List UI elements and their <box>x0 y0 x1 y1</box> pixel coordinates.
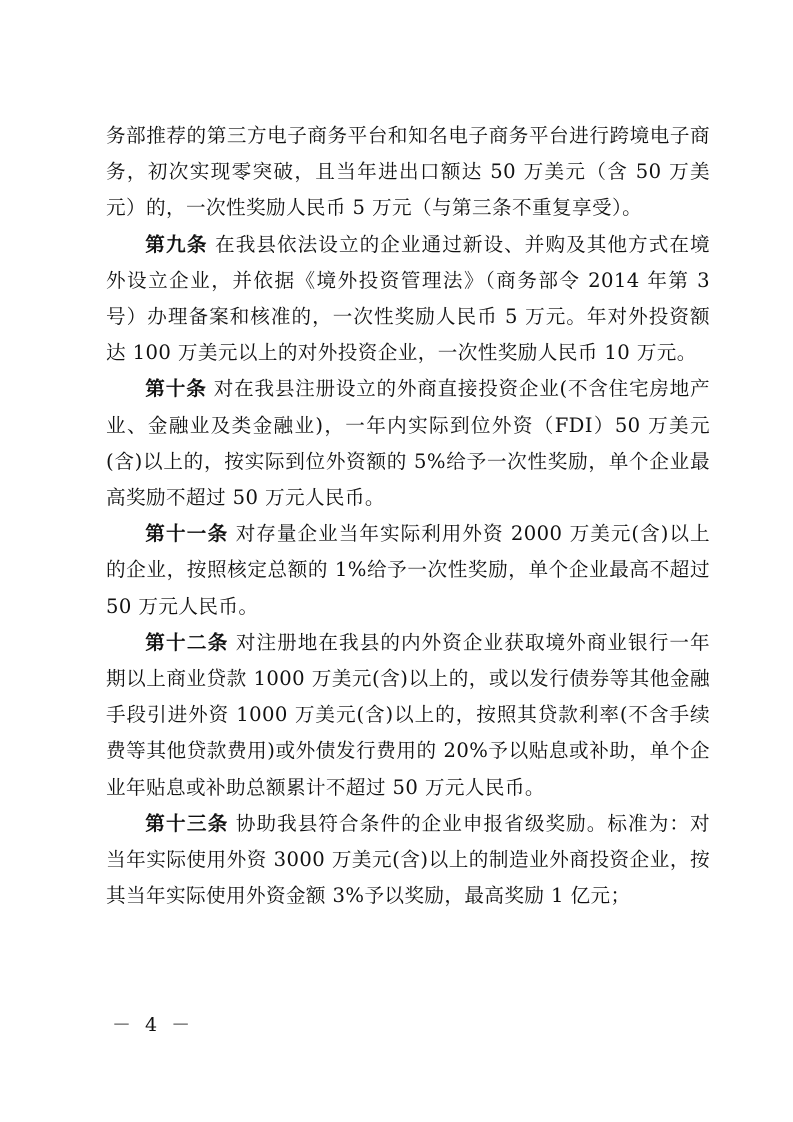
paragraph-text: 协助我县符合条件的企业申报省级奖励。标准为：对当年实际使用外资 3000 万美元(含)以上的制造业外商投资企业，按其当年实际使用外资金额 3%予以奖励，最高奖励 1 亿元； <box>106 811 710 908</box>
article-number: 第十条 <box>145 377 207 401</box>
paragraph-text: 对在我县注册设立的外商直接投资企业(不含住宅房地产业、金融业及类金融业)，一年内实际到位外资（FDI）50 万美元(含)以上的，按实际到位外资额的 5%给予一次性奖励，单个企业最高奖励不超过 50 万元人民币。 <box>106 377 710 510</box>
article-number: 第十一条 <box>145 522 229 546</box>
article-13 <box>106 806 710 915</box>
paragraph-text: 在我县依法设立的企业通过新设、并购及其他方式在境外设立企业，并依据《境外投资管理法》（商务部令 2014 年第 3 号）办理备案和核准的，一次性奖励人民币 5 万元。年对外投资额达 100 万美元以上的对外投资企业，一次性奖励人民币 10 万元。 <box>106 232 710 365</box>
article-10 <box>106 371 710 516</box>
document-body <box>106 118 710 914</box>
article-number: 第九条 <box>145 232 208 256</box>
paragraph-text: 对存量企业当年实际利用外资 2000 万美元(含)以上的企业，按照核定总额的 1%给予一次性奖励，单个企业最高不超过 50 万元人民币。 <box>106 522 710 618</box>
paragraph-continuation <box>106 118 710 227</box>
page-number: － 4 － <box>112 1014 195 1036</box>
article-12 <box>106 625 710 806</box>
article-number: 第十二条 <box>145 630 229 654</box>
paragraph-text: 对注册地在我县的内外资企业获取境外商业银行一年期以上商业贷款 1000 万美元(含)以上的，或以发行债券等其他金融手段引进外资 1000 万美元(含)以上的，按照其贷款利率(不含手续费等其他贷款费用)或外债发行费用的 20%予以贴息或补助，单个企业年贴息或补助总额累计不超过 50 万元人民币。 <box>106 630 710 799</box>
paragraph-text: 务部推荐的第三方电子商务平台和知名电子商务平台进行跨境电子商务，初次实现零突破，且当年进出口额达 50 万美元（含 50 万美元）的，一次性奖励人民币 5 万元（与第三条不重复享受）。 <box>106 124 710 220</box>
article-11 <box>106 516 710 625</box>
article-number: 第十三条 <box>145 811 229 835</box>
article-9 <box>106 227 710 372</box>
